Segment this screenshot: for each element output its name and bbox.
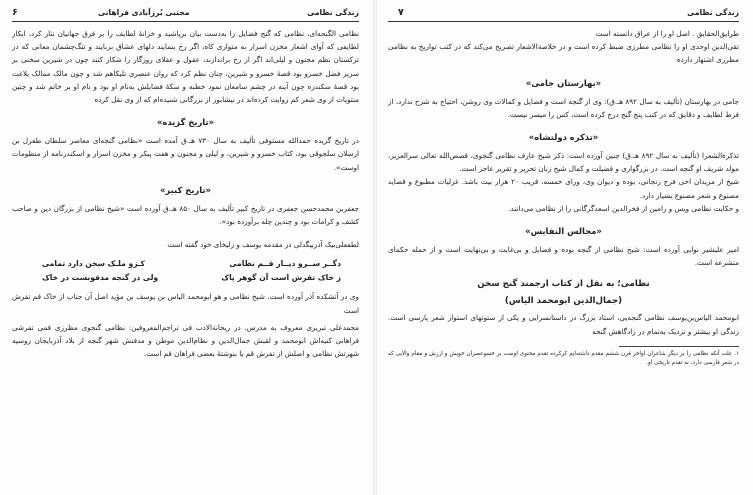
- paragraph: شیخ از مریدان اخی فرج زنجانی، بوده و دیوان وی، ورای خمسه، قریب ۲۰ هزار بیت باشد. غزلیات مطبوع و قصاید مصنوع و شعر مصنوع بسیار دارد.: [388, 177, 739, 200]
- page-number: ۷: [398, 7, 404, 18]
- paragraph: تذکرةالشعرا (تألیف به سال ۸۹۲ هـ.ق) چنین آورده است: ذکر شیخ عارف نظامی گنجوی، قصص‌الله تعالی سرالعزیز، مولد شریف او گنجه است. در بزرگواری و فضیلت و کمال شیخ زبان تحریر و تقریر عاجز است.: [388, 151, 739, 174]
- paragraph: و حکایت نظامی ویس و رامین از فخرالدین اسعدگرگانی را از نظامی می‌دانند.: [508, 203, 739, 213]
- hemistich: دگــر ســرو دیــار قــم نظامی: [229, 259, 341, 269]
- page-number: ۶: [12, 7, 18, 18]
- paragraph: طرایق‌الحقایق . اصل او را از عراق دانسته است: [595, 29, 739, 38]
- section-heading: «تاریخ کبیر»: [160, 184, 211, 195]
- paragraph: محمدعلی تبریزی معروف به مدرس. در ریحانةالادب فی تراجم‌المعروفین: نظامی گنجوی مظرزی قمی تفرشی فراهانی کنیه‌اش ابومحمد و لقبش جمال‌الدین و نظام‌الدین موطن و مدفنش شهر گنجه از بلاد آذربایجان روسیه شهرتش نظامی و اصلش از تفرش قم یا بنوشتهٔ بعضی فراهان قم است.: [12, 322, 359, 359]
- paragraph: وی در آتشکده آذر آورده است. شیخ نظامی و هو ابومحمد الیاس بن یوسف بن مؤید اصل آن جناب از خاک قم نقرش است: [12, 292, 359, 315]
- header-rule: [12, 21, 359, 22]
- section-heading: نظامی؛ به نقل از کتاب ارجمند گنج سخن: [477, 279, 650, 290]
- section-subheading: (جمال‌الدین ابومحمد الیاس): [504, 296, 623, 307]
- running-head: زندگی نظامی: [307, 8, 359, 17]
- section-heading: «تذکره دولتشاه»: [528, 132, 599, 143]
- section-heading: «مجالس النفایس»: [525, 226, 602, 237]
- left-page-header: [12, 6, 359, 20]
- poem-verse: [12, 271, 359, 285]
- running-head: زندگی نظامی: [687, 8, 739, 17]
- footnote-rule: [619, 346, 739, 347]
- poem: [12, 257, 359, 284]
- hemistich: ولی در گنجه مدفونست در خاک: [42, 272, 159, 282]
- section-heading: «بهارستان جامی»: [525, 77, 602, 88]
- right-page-header: [388, 6, 739, 20]
- hemistich: ز خاک تفرش است آن گوهر پاک: [221, 272, 341, 282]
- paragraph: جامی در بهارستان (تألیف به سال ۸۹۲ هـ.ق): وی از گنجه است و فضایل و کمالات وی روشن، احتیاج به شرح ندارد، از فرط لطایف و دقایق که در کتب پنج گنج درج کرده است، کس را میسر نیست.: [388, 96, 739, 119]
- paragraph: تقی‌الدین اوحدی او را نظامی مطرزی ضبط کرده است و در خلاصةالاشعار تصریح می‌کند که در کتب تواریخ به نظامی مطرزی اشتهار دارده: [388, 42, 739, 65]
- section-heading: «تاریخ گزیده»: [156, 117, 215, 128]
- paragraph: جعفربن محمدحسن جعفری در تاریخ کبیر تألیف به سال ۸۵۰ هـ.ق آورده است «شیخ نظامی از بزرگان دین و صاحب کشف و کرامات بود و چندین چله برآورده بود».: [12, 203, 360, 227]
- paragraph: نظامی الگنجه‌ای، نظامی که گنج فضایل را بەدست بیان برپاشید و خزانهٔ لطایف را بر فرق جهانیان نثار کرد، ابکار لطایفی که آوای اشعار مخزن اسرار به متواری کاه، اگر رخ بنمایند دلهای عشاق بربایند و تنگ‌چشمان معانی که در ترکستان نظم مجنون و لیلی‌اند اگر از رخ براندازند، عقول و عقلای روزگار را شکار کنند چون در شیرین سخنی بر سریر فضل خسرو بود قصهٔ خسرو و شیرین، چنان نظم کرد که روان عنصری تلیکاهم شد و چون مالک ممالک بلاغت بود قصهٔ سکندره چون آینه در چشم سامعان نمود خطبه و سکهٔ فضایلش بەنام او بود و نام او بر خاتم شد و چنین منثویات از وی شعر کم روایت کرده‌اند در نیشابور از بزرگانی شنیده‌ام که از وی نقل کرده: [12, 29, 359, 105]
- hemistich: کـزو ملـک سخن دارد تمامی: [42, 259, 145, 269]
- paragraph: لطفعلی‌بیک آذربیگدلی در مقدمه یوسف و زلیخای خود گفته است: [167, 240, 359, 250]
- header-rule: [388, 21, 739, 22]
- author-name: مجتبی بُرزآبادی فراهانی: [98, 8, 190, 17]
- footnote: ۱. علت آنکه نظامی را بر دیگر شاعران اواخر قرن ششم مقدم داشته‌ایم کرکرده تقدم محتوی اوست بر خسوعصران خویش و ارزش و مقام والایی که در شعر فارسی دارد، نه تقدم تاریخی او.: [388, 350, 739, 366]
- paragraph: در تاریخ گزیده حمدالله مستوفی تألیف به سال ۷۳۰ هـ.ق آمده است «نظامی گنجه‌ای معاصر سلطان طغرل بن ارسلان سلجوقی بود، کتاب خسرو و شیرین، و لیلی و مجنون و هفت پیکر و مخزن اسرار و اسکندرنامه از منظومات اوست».: [12, 136, 359, 172]
- left-page: [0, 0, 374, 495]
- right-page: [376, 0, 753, 495]
- paragraph: امیر علیشیر نوایی آورده است: شیخ نظامی از گنجه بوده و فضایل و بی‌غایت و بی‌نهایت است و از حمله حکمای متشرعه است.: [388, 245, 739, 268]
- paragraph: ابومحمد الیاس‌بن‌یوسف نظامی گنجه‌یی، استاد بزرگ در داستانسرایی و یکی از ستونهای استوار شعر پارسی است. زندگی او بیشتر و نزدیک به‌تمام در زادگاهش گنجه: [388, 313, 739, 336]
- poem-verse: [12, 257, 359, 271]
